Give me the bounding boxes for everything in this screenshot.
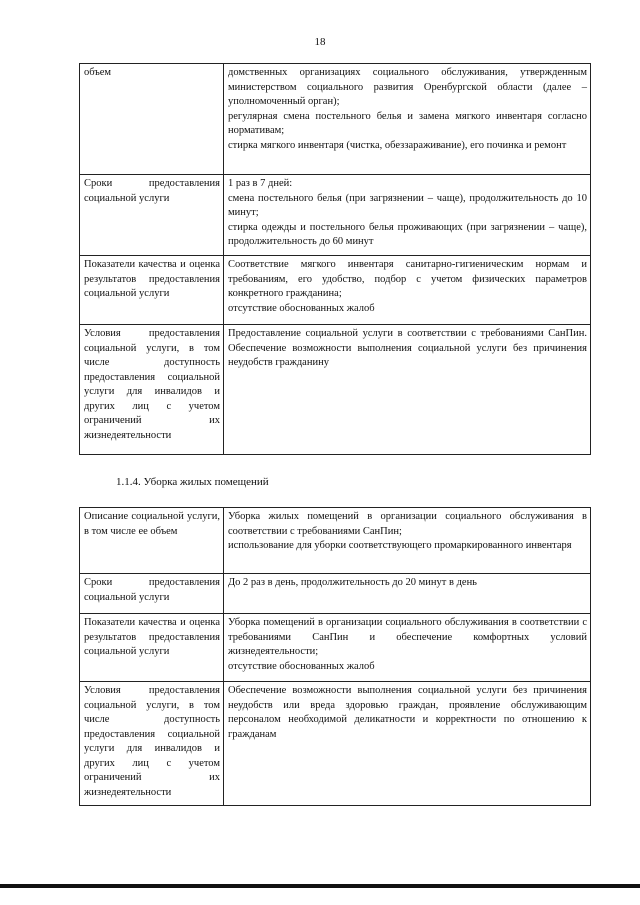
row-label: Сроки предоставления социальной услуги — [80, 574, 224, 614]
row-label: объем — [80, 64, 224, 175]
row-content: До 2 раз в день, продолжительность до 20 минут в день — [224, 574, 591, 614]
page-number: 18 — [314, 36, 326, 48]
row-label: Показатели качества и оценка результатов предоставления социальной услуги — [80, 614, 224, 682]
table-row — [80, 682, 591, 806]
row-content: 1 раз в 7 дней: смена постельного белья (при загрязнении – чаще), продолжительность до 10 минут; стирка одежды и постельного белья проживающих (при загрязнении – чаще), продолжительность до 60 минут — [224, 175, 591, 256]
table-row — [80, 508, 591, 574]
table-row — [80, 614, 591, 682]
row-content: Обеспечение возможности выполнения социальной услуги без причинения неудобств или вреда здоровью граждан, проявление обслуживающим персоналом необходимой деликатности и корректности по отношению к гражданам — [224, 682, 591, 806]
row-label: Описание социальной услуги, в том числе ее объем — [80, 508, 224, 574]
row-content: Уборка жилых помещений в организации социального обслуживания в соответствии с требованиями СанПин; использование для уборки соответствующего промаркированного инвентаря — [224, 508, 591, 574]
table-row — [80, 64, 591, 175]
row-content: Уборка помещений в организации социального обслуживания в соответствии с требованиями СанПин и обеспечение комфортных условий жизнедеятельности; отсутствие обоснованных жалоб — [224, 614, 591, 682]
service-table-laundry — [79, 63, 591, 455]
row-label: Условия предоставления социальной услуги, в том числе доступность предоставления социальной услуги для инвалидов и других лиц с учетом ограничений их жизнедеятельности — [80, 325, 224, 455]
table-row — [80, 256, 591, 325]
row-content: Предоставление социальной услуги в соответствии с требованиями СанПин. Обеспечение возможности выполнения социальной услуги без причинения неудобств гражданину — [224, 325, 591, 455]
row-label: Показатели качества и оценка результатов предоставления социальной услуги — [80, 256, 224, 325]
section-heading: 1.1.4. Уборка жилых помещений — [116, 476, 269, 488]
service-table-cleaning — [79, 507, 591, 806]
bottom-border — [0, 884, 640, 888]
table-row — [80, 175, 591, 256]
row-content: домственных организациях социального обслуживания, утвержденным министерством социального развития Оренбургской области (далее – уполномоченный орган); регулярная смена постельного белья и замена мягкого инвентаря согласно нормативам; стирка мягкого инвентаря (чистка, обеззараживание), его починка и ремонт — [224, 64, 591, 175]
table-row — [80, 325, 591, 455]
row-content: Соответствие мягкого инвентаря санитарно-гигиеническим нормам и требованиям, его удобство, подбор с учетом физических параметров конкретного гражданина; отсутствие обоснованных жалоб — [224, 256, 591, 325]
row-label: Сроки предоставления социальной услуги — [80, 175, 224, 256]
table-row — [80, 574, 591, 614]
row-label: Условия предоставления социальной услуги, в том числе доступность предоставления социальной услуги для инвалидов и других лиц с учетом ограничений их жизнедеятельности — [80, 682, 224, 806]
